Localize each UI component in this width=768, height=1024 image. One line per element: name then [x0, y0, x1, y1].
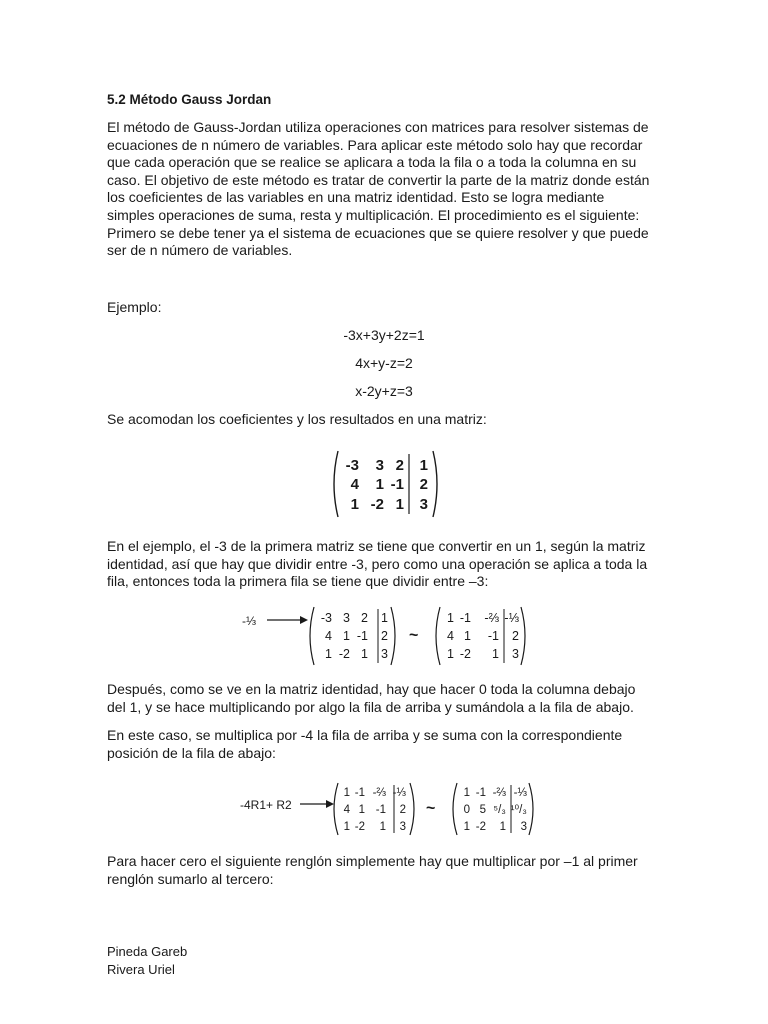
matrix-cell: 1 — [395, 496, 404, 513]
matrix-cell: 1 — [379, 821, 386, 833]
matrix-cell: -2 — [354, 821, 365, 833]
matrix-cell: 1 — [361, 647, 368, 661]
step1-right-matrix — [436, 607, 525, 665]
matrix-cell: 1 — [447, 647, 454, 661]
matrix-cell: 1 — [375, 476, 384, 493]
matrix-cell: 2 — [395, 457, 404, 474]
author-1: Pineda Gareb — [107, 944, 188, 959]
matrix-cell: -2 — [459, 647, 471, 661]
matrix-cell: 1 — [350, 496, 359, 513]
paragraph-next-row: Para hacer cero el siguiente renglón simplemente hay que multiplicar por –1 al primer renglón sumarlo al tercero: — [107, 853, 638, 887]
matrix-cell: 2 — [419, 476, 428, 493]
matrix-cell: 1 — [381, 611, 388, 625]
matrix-cell: 4 — [325, 629, 332, 643]
matrix-cell: -2 — [370, 496, 384, 513]
matrix-cell: 1 — [343, 821, 350, 833]
matrix-cell: 3 — [343, 611, 350, 625]
matrix-cell: 1 — [325, 647, 332, 661]
matrix-cell: -3 — [345, 457, 359, 474]
step1-label: -⅓ — [242, 614, 257, 628]
matrix-cell: 3 — [512, 647, 519, 661]
matrix-cell: -⅔ — [372, 787, 386, 799]
matrix-cell: 1 — [492, 647, 499, 661]
paragraph-zero-column: Después, como se ve en la matriz identidad, hay que hacer 0 toda la columna debajo del 1, y se hace multiplicando por algo la fila de arriba y sumándola a la fila de abajo. — [107, 681, 636, 715]
matrix-cell: ¹⁰/₃ — [510, 804, 527, 816]
step1-operation — [240, 604, 540, 668]
matrix-cell: -1 — [475, 787, 486, 799]
matrix-cell: 1 — [358, 804, 365, 816]
matrix-cell: 4 — [343, 804, 350, 816]
matrix-intro-text: Se acomodan los coeficientes y los resultados en una matriz: — [107, 411, 487, 427]
matrix-cell: -⅓ — [392, 787, 406, 799]
intro-paragraph: El método de Gauss-Jordan utiliza operaciones con matrices para resolver sistemas de ecuaciones de n número de variables. Para aplicar este método solo hay que recordar que cada operación que se realice se aplicara a toda la fila o a toda la columna en su caso. El objetivo de este método es tratar de convertir la parte de la matriz donde están los coeficientes de las variables en una matriz identidad. Esto se logra mediante simples operaciones de suma, resta y multiplicación. El procedimiento es el siguiente: Primero se debe tener ya el sistema de ecuaciones que se quiere resolver y que puede ser de n número de variables. — [107, 119, 650, 259]
matrix-cell: 1 — [343, 629, 350, 643]
step1-left-matrix — [310, 607, 395, 665]
step2-operation — [238, 780, 538, 838]
matrix-cell: 1 — [343, 787, 350, 799]
matrix-cell: 2 — [381, 629, 388, 643]
equation-1: -3x+3y+2z=1 — [343, 327, 425, 343]
section-heading: 5.2 Método Gauss Jordan — [107, 92, 272, 107]
author-2: Rivera Uriel — [107, 962, 175, 977]
arrow-head-icon — [300, 616, 308, 624]
matrix-cell: 2 — [399, 804, 406, 816]
matrix-cell: 2 — [512, 629, 519, 643]
step2-right-matrix — [453, 783, 533, 835]
matrix-cell: 1 — [464, 629, 471, 643]
matrix-cell: -1 — [354, 787, 365, 799]
matrix-cell: 5 — [479, 804, 486, 816]
paragraph-divide-row: En el ejemplo, el -3 de la primera matriz se tiene que convertir en un 1, según la matriz identidad, así que hay que dividir entre -3, pero como una operación se aplica a toda la fila, entonces toda la primera fila se tiene que dividir entre –3: — [107, 538, 648, 590]
matrix-cell: 3 — [375, 457, 384, 474]
matrix-cell: 1 — [499, 821, 506, 833]
arrow-head-icon — [326, 800, 334, 808]
matrix-cell: 2 — [361, 611, 368, 625]
matrix-cell: -3 — [320, 611, 332, 625]
equation-2: 4x+y-z=2 — [355, 355, 413, 371]
matrix-cell: ⁵/₃ — [493, 804, 506, 816]
step2-label: -4R1+ R2 — [240, 798, 292, 812]
matrix-cell: -2 — [338, 647, 350, 661]
step2-left-matrix — [334, 783, 414, 835]
matrix-cell: -⅔ — [484, 611, 499, 625]
matrix-cell: -1 — [356, 629, 368, 643]
matrix-cell: 4 — [350, 476, 359, 493]
matrix-cell: 3 — [381, 647, 388, 661]
matrix-cell: -1 — [375, 804, 386, 816]
matrix-cell: 1 — [463, 821, 470, 833]
matrix-cell: 4 — [447, 629, 454, 643]
tilde-symbol: ~ — [409, 627, 419, 644]
matrix-cell: -2 — [475, 821, 486, 833]
matrix-cell: -⅓ — [504, 611, 519, 625]
matrix-cell: 3 — [419, 496, 428, 513]
example-label: Ejemplo: — [107, 299, 162, 315]
matrix-cell: 0 — [463, 804, 470, 816]
matrix-cell: 1 — [463, 787, 470, 799]
matrix-cell: -⅔ — [492, 787, 506, 799]
matrix-cell: -1 — [459, 611, 471, 625]
equation-3: x-2y+z=3 — [355, 383, 413, 399]
matrix-cell: 3 — [520, 821, 527, 833]
paragraph-multiply-row: En este caso, se multiplica por -4 la fila de arriba y se suma con la correspondiente posición de la fila de abajo: — [107, 727, 623, 761]
matrix-cell: 1 — [447, 611, 454, 625]
matrix-cell: 1 — [419, 457, 428, 474]
matrix-cell: -⅓ — [513, 787, 527, 799]
matrix-cell: -1 — [390, 476, 404, 493]
augmented-matrix — [328, 448, 443, 520]
matrix-cell: 3 — [399, 821, 406, 833]
tilde-symbol: ~ — [426, 800, 436, 817]
matrix-cell: -1 — [487, 629, 499, 643]
